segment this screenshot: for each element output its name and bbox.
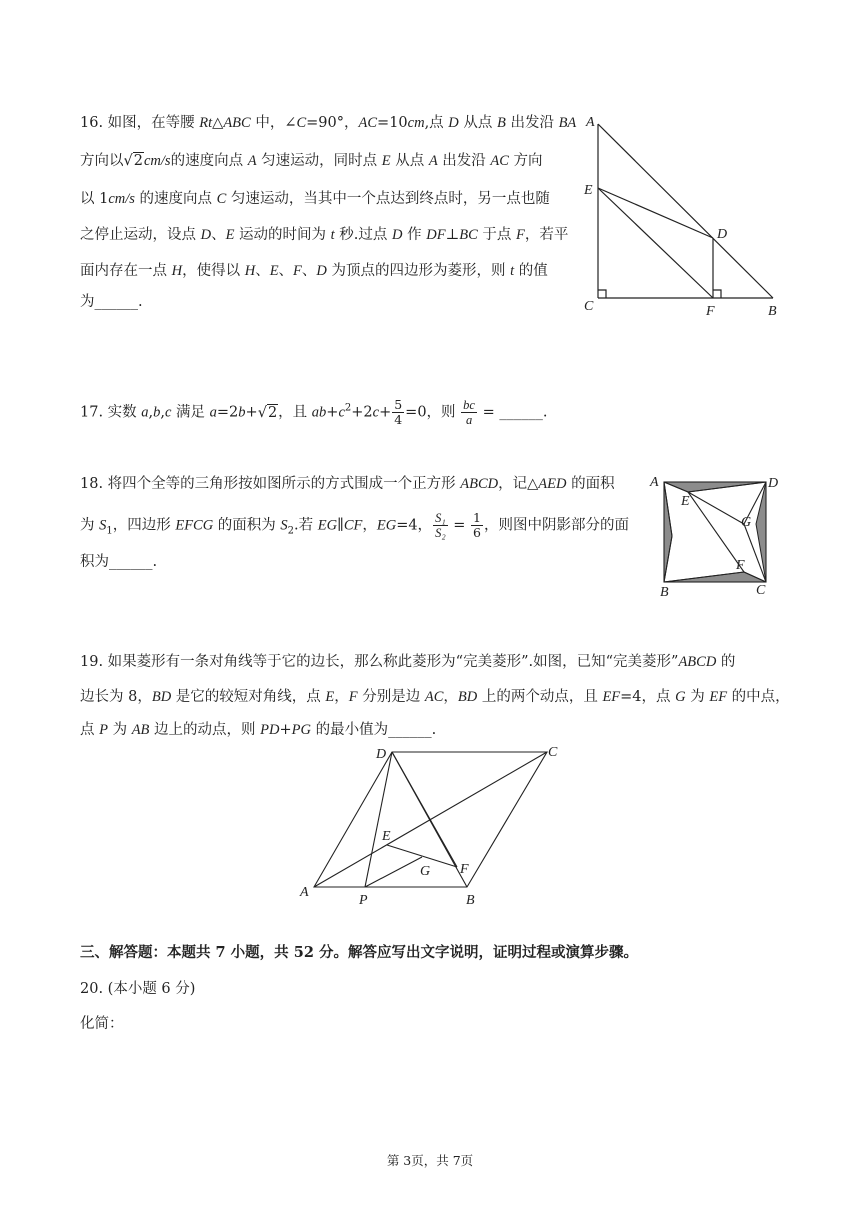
q19-label-P: P xyxy=(359,893,368,908)
page-footer: 第 3页，共 7页 xyxy=(386,1153,474,1168)
q18-segment-EG xyxy=(688,492,744,524)
q19-line-1: 19. 如果菱形有一条对角线等于它的边长，那么称此菱形为“完美菱形”.如图，已知“完美菱形”ABCD 的 xyxy=(80,654,736,670)
q19-label-D: D xyxy=(376,747,387,762)
q18-figure xyxy=(648,470,784,600)
q18-square-ABCD xyxy=(664,482,766,582)
q19-line-2: 边长为 8，BD 是它的较短对角线，点 E，F 分别是边 AC，BD 上的两个动点，且 EF=4，点 G 为 EF 的中点， xyxy=(80,689,790,705)
q18-fraction-one-sixth: $\frac{1}{6}$ xyxy=(473,510,481,540)
section-heading: 三、解答题：本题共 7 小题，共 52 分。解答应写出文字说明，证明过程或演算步骤。 xyxy=(80,944,638,961)
q16-label-E: E xyxy=(584,183,593,198)
q16-right-angle-F xyxy=(713,290,721,298)
q20-title: 20. (本小题 6 分) xyxy=(80,981,196,997)
q19-label-E: E xyxy=(382,829,391,844)
q18-label-E: E xyxy=(681,494,690,509)
q18-line-1: 18. 将四个全等的三角形按如图所示的方式围成一个正方形 ABCD，记△AED 的面积 xyxy=(80,476,615,492)
q19-label-F: F xyxy=(460,862,469,877)
q18-label-C: C xyxy=(756,583,766,598)
sqrt-symbol: √2 xyxy=(257,404,278,421)
q18-shaded-left xyxy=(664,482,672,582)
q16-label-C: C xyxy=(584,299,594,314)
q18-label-D: D xyxy=(768,476,779,491)
q18-label-F: F xyxy=(736,558,745,573)
q18-label-B: B xyxy=(660,585,669,600)
q19-label-A: A xyxy=(300,885,309,900)
q16-line-5: 面内存在一点 H，使得以 H、E、F、D 为顶点的四边形为菱形，则 t 的值 xyxy=(80,263,548,279)
q16-line-4: 之停止运动，设点 D、E 运动的时间为 t 秒.过点 D 作 DF⊥BC 于点 F，若平 xyxy=(80,227,569,243)
q19-segment-DP xyxy=(365,752,392,887)
q17-line: 17. 实数 a,b,c 满足 a=2b+√2，且 $ab+c^2+2c+$ $\frac{5}{4}$ =0，则 $\frac{bc}{a}$ = ______. xyxy=(80,397,548,427)
q16-right-angle-C xyxy=(598,290,606,298)
q16-line-1: 16. 如图，在等腰 Rt△ABC 中，∠C=90°，AC=10cm,点 D 从点 B 出发沿 BA xyxy=(80,115,577,131)
q19-line-3: 点 P 为 AB 边上的动点，则 PD+PG 的最小值为______. xyxy=(80,722,437,738)
q18-fraction-s1-over-s2: $\frac{\text{S₁}}{\text{S₂}}$ xyxy=(435,511,446,540)
q16-label-B: B xyxy=(768,304,777,319)
q16-label-D: D xyxy=(717,227,728,242)
q20-body: 化简： xyxy=(80,1016,124,1032)
q16-line-6: 为______. xyxy=(80,294,143,310)
q16-line-3: 以 1cm/s 的速度向点 C 匀速运动，当其中一个点达到终点时，另一点也随 xyxy=(80,191,550,207)
q19-label-B: B xyxy=(466,893,475,908)
q19-label-G: G xyxy=(420,864,431,879)
q19-segment-PG xyxy=(365,857,422,887)
q16-label-F: F xyxy=(706,304,715,319)
q16-label-A: A xyxy=(586,115,595,130)
q16-segment-EF xyxy=(598,188,713,298)
q16-segment-ED xyxy=(598,188,713,238)
q18-label-A: A xyxy=(650,475,659,490)
sqrt-symbol: √2 xyxy=(123,153,143,169)
q17-fraction-bc-over-a: $\frac{bc}{a}$ xyxy=(463,398,475,427)
q16-figure xyxy=(578,110,788,320)
q18-label-G: G xyxy=(741,515,752,530)
q18-shaded-right xyxy=(756,482,766,582)
q19-figure xyxy=(292,740,572,910)
q17-fraction-five-fourths: $\frac{5}{4}$ xyxy=(394,397,403,427)
q18-line-2: 为 $S_1$，四边形 EFCG 的面积为 $S_2$.若 EG∥CF，EG=4， $\frac{\text{S₁}}{\text{S₂}}$ = $\frac{1}{6}$ ，则图中阴影部分的面 xyxy=(80,510,629,540)
q16-line-2: 方向以√2cm/s的速度向点 A 匀速运动，同时点 E 从点 A 出发沿 AC 方向 xyxy=(80,153,543,169)
q19-label-C: C xyxy=(548,745,558,760)
q18-line-3: 积为______. xyxy=(80,554,158,570)
